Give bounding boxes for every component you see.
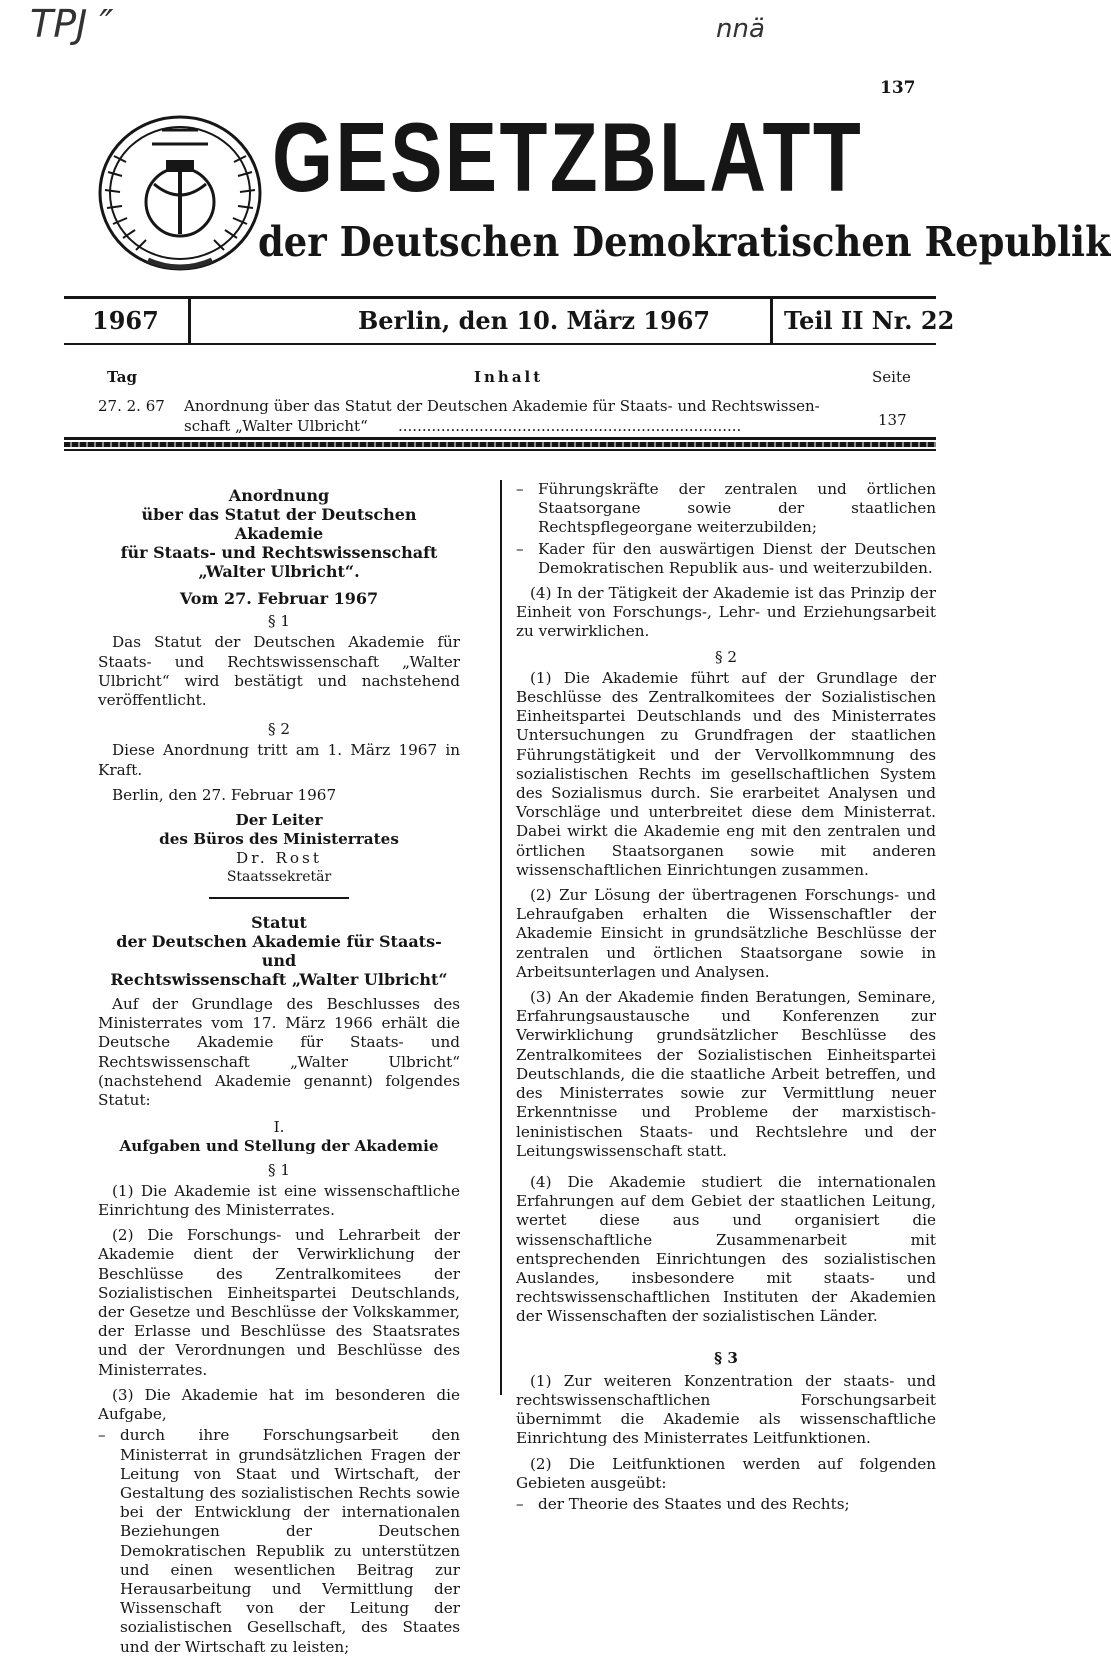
- statut-title: [98, 913, 460, 989]
- dateline-year: 1967: [92, 306, 159, 335]
- anordnung-title-line: Anordnung: [228, 486, 330, 505]
- anordnung-title-line: für Staats- und Rechtswissenschaft: [120, 543, 438, 562]
- signature-block: [98, 811, 460, 887]
- paragraph-text: (4) In der Tätigkeit der Akademie ist das Prinzip der Einheit von Forschungs-, Lehr- und Erziehungsarbeit zu verwirklichen.: [516, 584, 936, 641]
- paragraph-text: Das Statut der Deutschen Akademie für Staats- und Rechtswissenschaft „Walter Ulbricht“ wird bestätigt und nachstehend veröffentlicht.: [98, 633, 460, 710]
- paragraph-heading: § 2: [714, 647, 738, 666]
- signature-line: des Büros des Ministerrates: [159, 830, 399, 849]
- toc-header-inhalt: Inhalt: [474, 368, 544, 386]
- paragraph-heading: § 1: [267, 1160, 291, 1179]
- dash-item-text: Führungskräfte der zentralen und örtlichen Staatsorgane sowie der staatlichen Rechtspflegeorgane weiterzubilden;: [538, 480, 936, 537]
- toc-row-title-line1: Anordnung über das Statut der Deutschen Akademie für Staats- und Rechtswissen-: [184, 397, 820, 415]
- paragraph-text: (3) An der Akademie finden Beratungen, Seminare, Erfahrungsaustausche und Konferenzen zur Verwirklichung grundsätzlicher Beschlüsse des Zentralkomitees der Sozialistischen Einheitspartei Deutschlands, die die staatliche Arbeit betreffen, und des Ministerrates sowie zur Vermittlung neuer Erkenntnisse und Probleme der marxistisch-leninistischen Staats- und Rechtslehre und der Leitungswissenschaft statt.: [516, 988, 936, 1160]
- statut-title-line: Statut: [251, 913, 307, 933]
- dash-item-text: durch ihre Forschungsarbeit den Ministerrat in grundsätzlichen Fragen der Leitung von Staat und Wirtschaft, der Gestaltung des sozialistischen Rechts sowie bei der Entwicklung der internationalen Beziehungen der Deutschen Demokratischen Republik zu unterstützen und einen wesentlichen Beitrag zur Herausarbeitung und Vermittlung der Wissenschaft von der Leitung der sozialistischen Gesellschaft, des Staates und der Wirtschaft zu leisten;: [120, 1426, 460, 1656]
- dash-item: – Führungskräfte der zentralen und örtlichen Staatsorgane sowie der staatlichen Rechtspflegeorgane weiterzubilden;: [516, 480, 936, 537]
- toc-row-leader-dots: ........................................................................: [398, 417, 742, 435]
- dateline-top-rule: [64, 296, 936, 299]
- paragraph-text: (1) Zur weiteren Konzentration der staats- und rechtswissenschaftlichen Forschungsarbeit übernimmt die Akademie als wissenschaftliche Einrichtung des Ministerrates Leitfunktionen.: [516, 1371, 936, 1448]
- dateline-part: Teil II Nr. 22: [784, 306, 955, 335]
- anordnung-title-line: „Walter Ulbricht“.: [198, 562, 360, 581]
- paragraph-text: Diese Anordnung tritt am 1. März 1967 in Kraft.: [98, 741, 460, 779]
- column-divider: [500, 480, 502, 1395]
- dateline-bottom-rule: [64, 343, 936, 345]
- signature-title: Staatssekretär: [226, 869, 332, 886]
- masthead-title: GESETZBLATT: [272, 102, 864, 212]
- separator-line-2: [64, 442, 936, 447]
- toc-header-seite: Seite: [872, 368, 911, 386]
- toc-header-tag: Tag: [107, 368, 137, 386]
- paragraph-heading: § 3: [714, 1348, 738, 1367]
- paragraph-text: (1) Die Akademie führt auf der Grundlage der Beschlüsse des Zentralkomitees der Sozialistischen Einheitspartei Deutschlands und des Ministerrates Untersuchungen zu Grundfragen der staatlichen Führungstätigkeit und der Vervollkommnung des sozialistischen Rechts im gesellschaftlichen System des Sozialismus durch. Sie erarbeitet Analysen und Vorschläge und unterbreitet diese dem Ministerrat. Dabei wirkt die Akademie eng mit den zentralen und örtlichen Staatsorganen sowie mit anderen wissenschaftlichen Einrichtungen zusammen.: [516, 668, 936, 879]
- dateline-divider-right: [770, 296, 773, 345]
- paragraph-text: (2) Zur Lösung der übertragenen Forschungs- und Lehraufgaben erhalten die Wissenschaftler der Akademie Einsicht in grundsätzliche Beschlüsse der zentralen und örtlichen Staatsorgane sowie in Arbeitsunterlagen und Analysen.: [516, 886, 936, 981]
- short-rule: [209, 897, 349, 899]
- handwritten-note-top-right: nnä: [716, 14, 765, 44]
- dateline-divider-left: [188, 296, 191, 345]
- paragraph-text: (2) Die Leitfunktionen werden auf folgenden Gebieten ausgeübt:: [516, 1454, 936, 1492]
- place-date: Berlin, den 27. Februar 1967: [112, 785, 337, 804]
- separator-line-1: [64, 437, 936, 440]
- paragraph-heading: § 1: [267, 612, 291, 631]
- section-number: I.: [273, 1118, 285, 1137]
- toc-row-date: 27. 2. 67: [98, 397, 165, 415]
- dash-item-text: Kader für den auswärtigen Dienst der Deutschen Demokratischen Republik aus- und weiterzubilden.: [538, 539, 936, 577]
- paragraph-text: (1) Die Akademie ist eine wissenschaftliche Einrichtung des Ministerrates.: [98, 1181, 460, 1220]
- paragraph-text: (2) Die Forschungs- und Lehrarbeit der Akademie dient der Verwirklichung der Beschlüsse des Zentralkomitees der Sozialistischen Einheitspartei Deutschlands, der Gesetze und Beschlüsse der Volkskammer, der Erlasse und Beschlüsse des Staatsrates und der Verordnungen und Beschlüsse des Ministerrates.: [98, 1226, 460, 1379]
- dash-item: – der Theorie des Staates und des Rechts;: [516, 1495, 936, 1514]
- toc-row-title-line2: schaft „Walter Ulbricht“: [184, 417, 368, 435]
- page-number: 137: [880, 78, 916, 98]
- signature-line: Der Leiter: [235, 811, 323, 830]
- separator-line-3: [64, 449, 936, 451]
- section-title: Aufgaben und Stellung der Akademie: [119, 1137, 439, 1156]
- handwritten-note-top-left: TPJ ″: [30, 2, 114, 46]
- dash-item: – Kader für den auswärtigen Dienst der Deutschen Demokratischen Republik aus- und weiterzubilden.: [516, 539, 936, 577]
- statut-title-line: der Deutschen Akademie für Staats- und: [116, 932, 442, 971]
- dash-item: – durch ihre Forschungsarbeit den Ministerrat in grundsätzlichen Fragen der Leitung von Staat und Wirtschaft, der Gestaltung des sozialistischen Rechts sowie bei der Entwicklung der internationalen Beziehungen der Deutschen Demokratischen Republik zu unterstützen und einen wesentlichen Beitrag zur Herausarbeitung und Vermittlung der Wissenschaft von der Leitung der sozialistischen Gesellschaft, des Staates und der Wirtschaft zu leisten;: [98, 1426, 460, 1656]
- signature-name: Dr. Rost: [236, 849, 322, 868]
- anordnung-title: [98, 486, 460, 581]
- dash-item-text: der Theorie des Staates und des Rechts;: [538, 1494, 850, 1513]
- paragraph-heading: § 2: [267, 720, 291, 739]
- masthead-subtitle: der Deutschen Demokratischen Republik: [258, 218, 1111, 266]
- left-column: [98, 482, 460, 1657]
- dateline-place-date: Berlin, den 10. März 1967: [358, 306, 711, 335]
- paragraph-text: (4) Die Akademie studiert die internationalen Erfahrungen auf dem Gebiet der staatlichen Leitung, wertet diese aus und organisiert die wissenschaftliche Zusammenarbeit mit entsprechenden Einrichtungen des sozialistischen Auslandes, insbesondere mit staats- und rechtswissenschaftlichen Instituten der Akademien der Wissenschaften der sozialistischen Länder.: [516, 1172, 936, 1326]
- paragraph-text: (3) Die Akademie hat im besonderen die Aufgabe,: [98, 1385, 460, 1424]
- statut-intro: Auf der Grundlage des Beschlusses des Ministerrates vom 17. März 1966 erhält die Deutsche Akademie für Staats- und Rechtswissenschaft „Walter Ulbricht“ (nachstehend Akademie genannt) folgendes Statut:: [98, 995, 460, 1110]
- state-emblem-icon: [92, 110, 268, 276]
- toc-row-page: 137: [878, 411, 907, 429]
- statut-title-line: Rechtswissenschaft „Walter Ulbricht“: [110, 970, 448, 990]
- anordnung-title-line: über das Statut der Deutschen Akademie: [141, 505, 417, 543]
- right-column: [516, 480, 936, 1514]
- anordnung-date: Vom 27. Februar 1967: [179, 589, 379, 608]
